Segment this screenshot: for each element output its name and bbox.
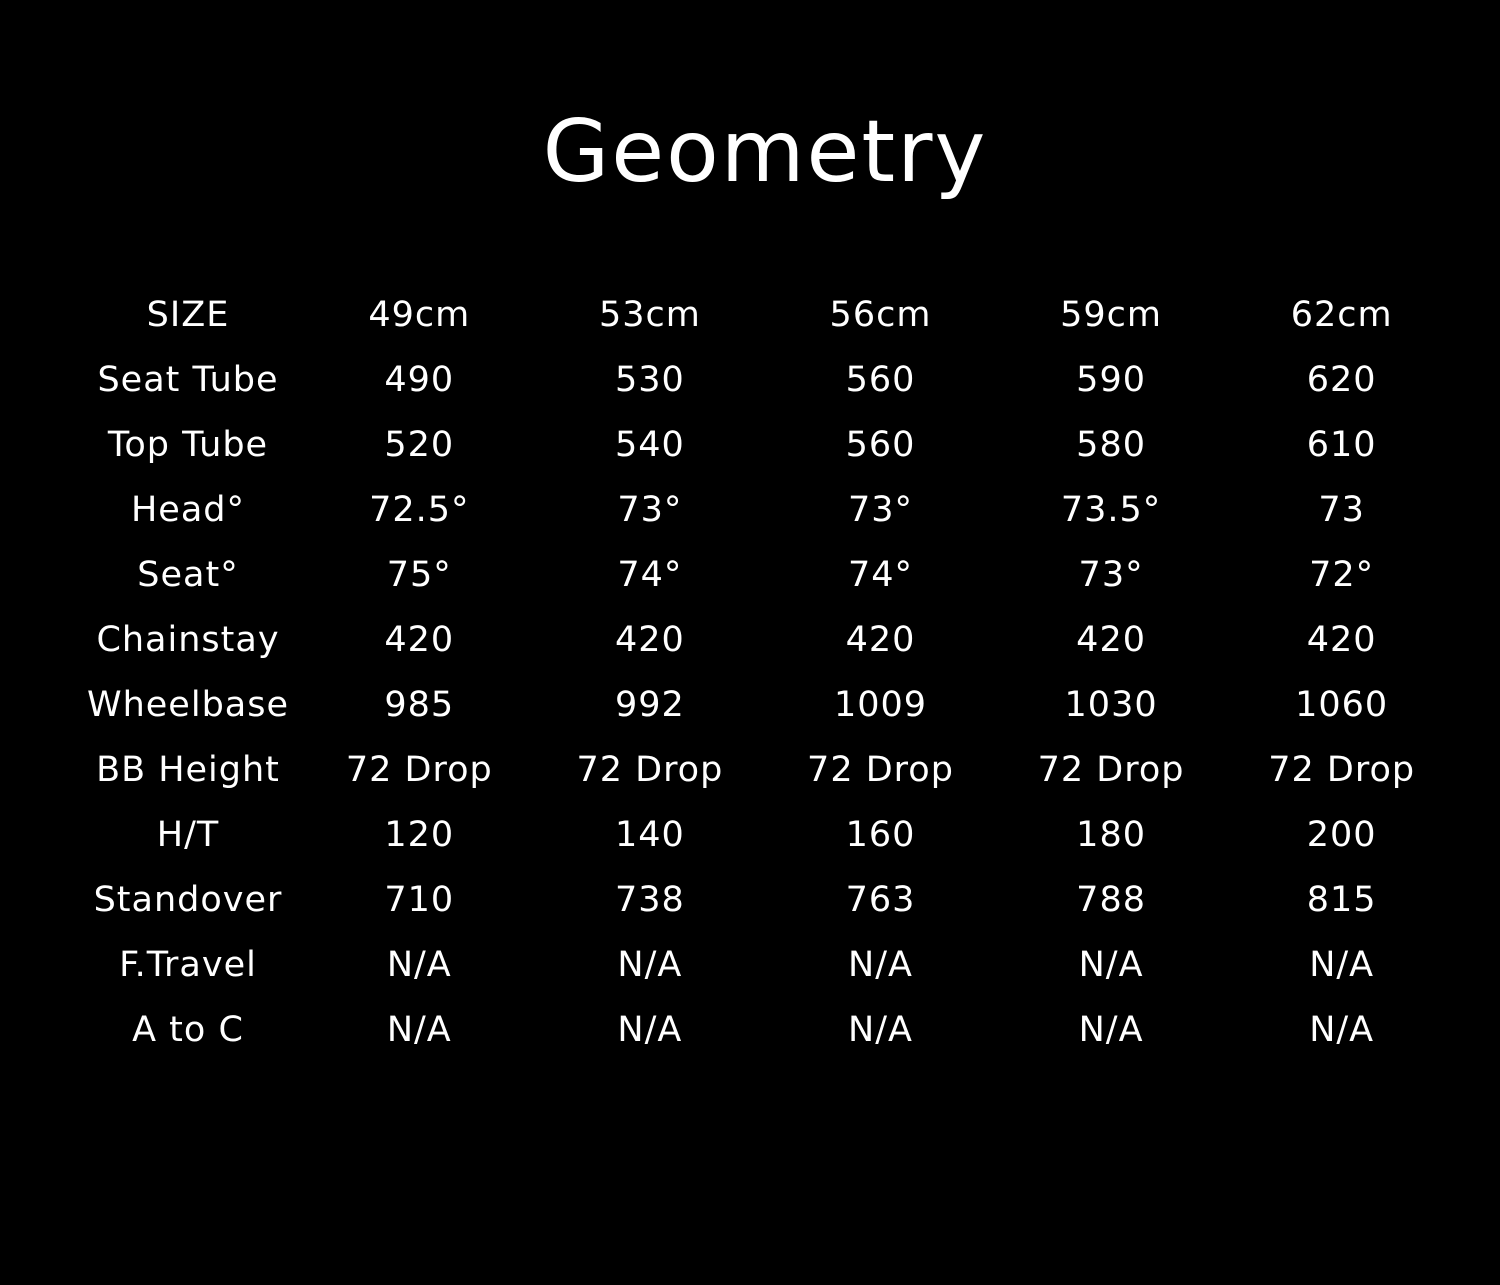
- table-cell: 73.5°: [1060, 489, 1162, 530]
- table-cell: 73: [1318, 489, 1365, 530]
- row-label: Seat°: [137, 554, 239, 595]
- table-cell: 74°: [617, 554, 683, 595]
- row-label: Head°: [130, 489, 246, 530]
- header-size: 56cm: [829, 294, 932, 335]
- header-label: SIZE: [146, 294, 230, 335]
- table-row: [72, 607, 1457, 672]
- header-size: 53cm: [598, 294, 701, 335]
- table-cell: 72 Drop: [576, 749, 724, 790]
- table-cell: N/A: [848, 944, 913, 985]
- row-label: Top Tube: [107, 424, 269, 465]
- table-row: [72, 412, 1457, 477]
- table-cell: 180: [1076, 814, 1146, 855]
- table-cell: 520: [384, 424, 455, 465]
- table-row: [72, 802, 1457, 867]
- table-row: [72, 347, 1457, 412]
- table-cell: 710: [384, 879, 455, 920]
- header-size: 62cm: [1290, 294, 1393, 335]
- row-label: Standover: [93, 879, 283, 920]
- header-size: 59cm: [1060, 294, 1163, 335]
- table-row: [72, 867, 1457, 932]
- table-cell: 560: [845, 359, 916, 400]
- table-cell: 73°: [847, 489, 913, 530]
- table-row: [72, 477, 1457, 542]
- table-cell: 610: [1306, 424, 1377, 465]
- table-cell: 73°: [617, 489, 683, 530]
- page-title: Geometry: [542, 102, 988, 202]
- row-label: Seat Tube: [97, 359, 279, 400]
- row-label: BB Height: [96, 749, 280, 790]
- table-cell: 1060: [1295, 684, 1389, 725]
- table-header-row: [72, 282, 1457, 347]
- table-cell: 120: [384, 814, 455, 855]
- table-cell: 738: [614, 879, 685, 920]
- table-cell: 72 Drop: [345, 749, 493, 790]
- row-label: Chainstay: [96, 619, 280, 660]
- table-cell: 140: [614, 814, 685, 855]
- table-cell: 530: [614, 359, 685, 400]
- table-cell: 72 Drop: [807, 749, 954, 790]
- table-cell: 72 Drop: [1268, 749, 1416, 790]
- table-row: [72, 932, 1457, 997]
- row-label: F.Travel: [119, 944, 257, 985]
- table-cell: 1030: [1064, 684, 1158, 725]
- table-cell: 1009: [833, 684, 928, 725]
- table-cell: 420: [1076, 619, 1146, 660]
- table-row: [72, 997, 1457, 1062]
- table-cell: 590: [1076, 359, 1146, 400]
- table-cell: 763: [845, 879, 916, 920]
- table-cell: N/A: [1309, 1009, 1375, 1050]
- table-row: [72, 737, 1457, 802]
- table-cell: 72 Drop: [1037, 749, 1185, 790]
- table-cell: 560: [845, 424, 916, 465]
- table-cell: 490: [384, 359, 455, 400]
- row-label: A to C: [132, 1009, 244, 1050]
- table-cell: 420: [614, 619, 685, 660]
- row-label: H/T: [156, 814, 220, 855]
- table-cell: 815: [1306, 879, 1377, 920]
- table-cell: N/A: [848, 1009, 913, 1050]
- table-cell: N/A: [1078, 1009, 1144, 1050]
- table-row: [72, 542, 1457, 607]
- table-cell: 992: [614, 684, 685, 725]
- table-cell: 420: [1306, 619, 1377, 660]
- table-cell: N/A: [1309, 944, 1375, 985]
- table-cell: N/A: [386, 1009, 452, 1050]
- row-label: Wheelbase: [86, 684, 289, 725]
- table-cell: 74°: [847, 554, 913, 595]
- table-cell: 420: [845, 619, 916, 660]
- geometry-table: [72, 282, 1457, 1062]
- table-cell: N/A: [617, 944, 683, 985]
- table-cell: N/A: [386, 944, 452, 985]
- table-cell: 75°: [386, 554, 452, 595]
- table-cell: 985: [384, 684, 455, 725]
- table-cell: 73°: [1078, 554, 1144, 595]
- table-cell: 72°: [1309, 554, 1375, 595]
- table-cell: 200: [1306, 814, 1377, 855]
- table-cell: 620: [1306, 359, 1377, 400]
- table-cell: N/A: [1078, 944, 1144, 985]
- table-cell: 580: [1076, 424, 1146, 465]
- table-cell: 72.5°: [369, 489, 470, 530]
- table-cell: 160: [845, 814, 916, 855]
- table-cell: 788: [1076, 879, 1146, 920]
- table-cell: 540: [614, 424, 685, 465]
- table-cell: N/A: [617, 1009, 683, 1050]
- table-cell: 420: [384, 619, 455, 660]
- table-row: [72, 672, 1457, 737]
- header-size: 49cm: [368, 294, 471, 335]
